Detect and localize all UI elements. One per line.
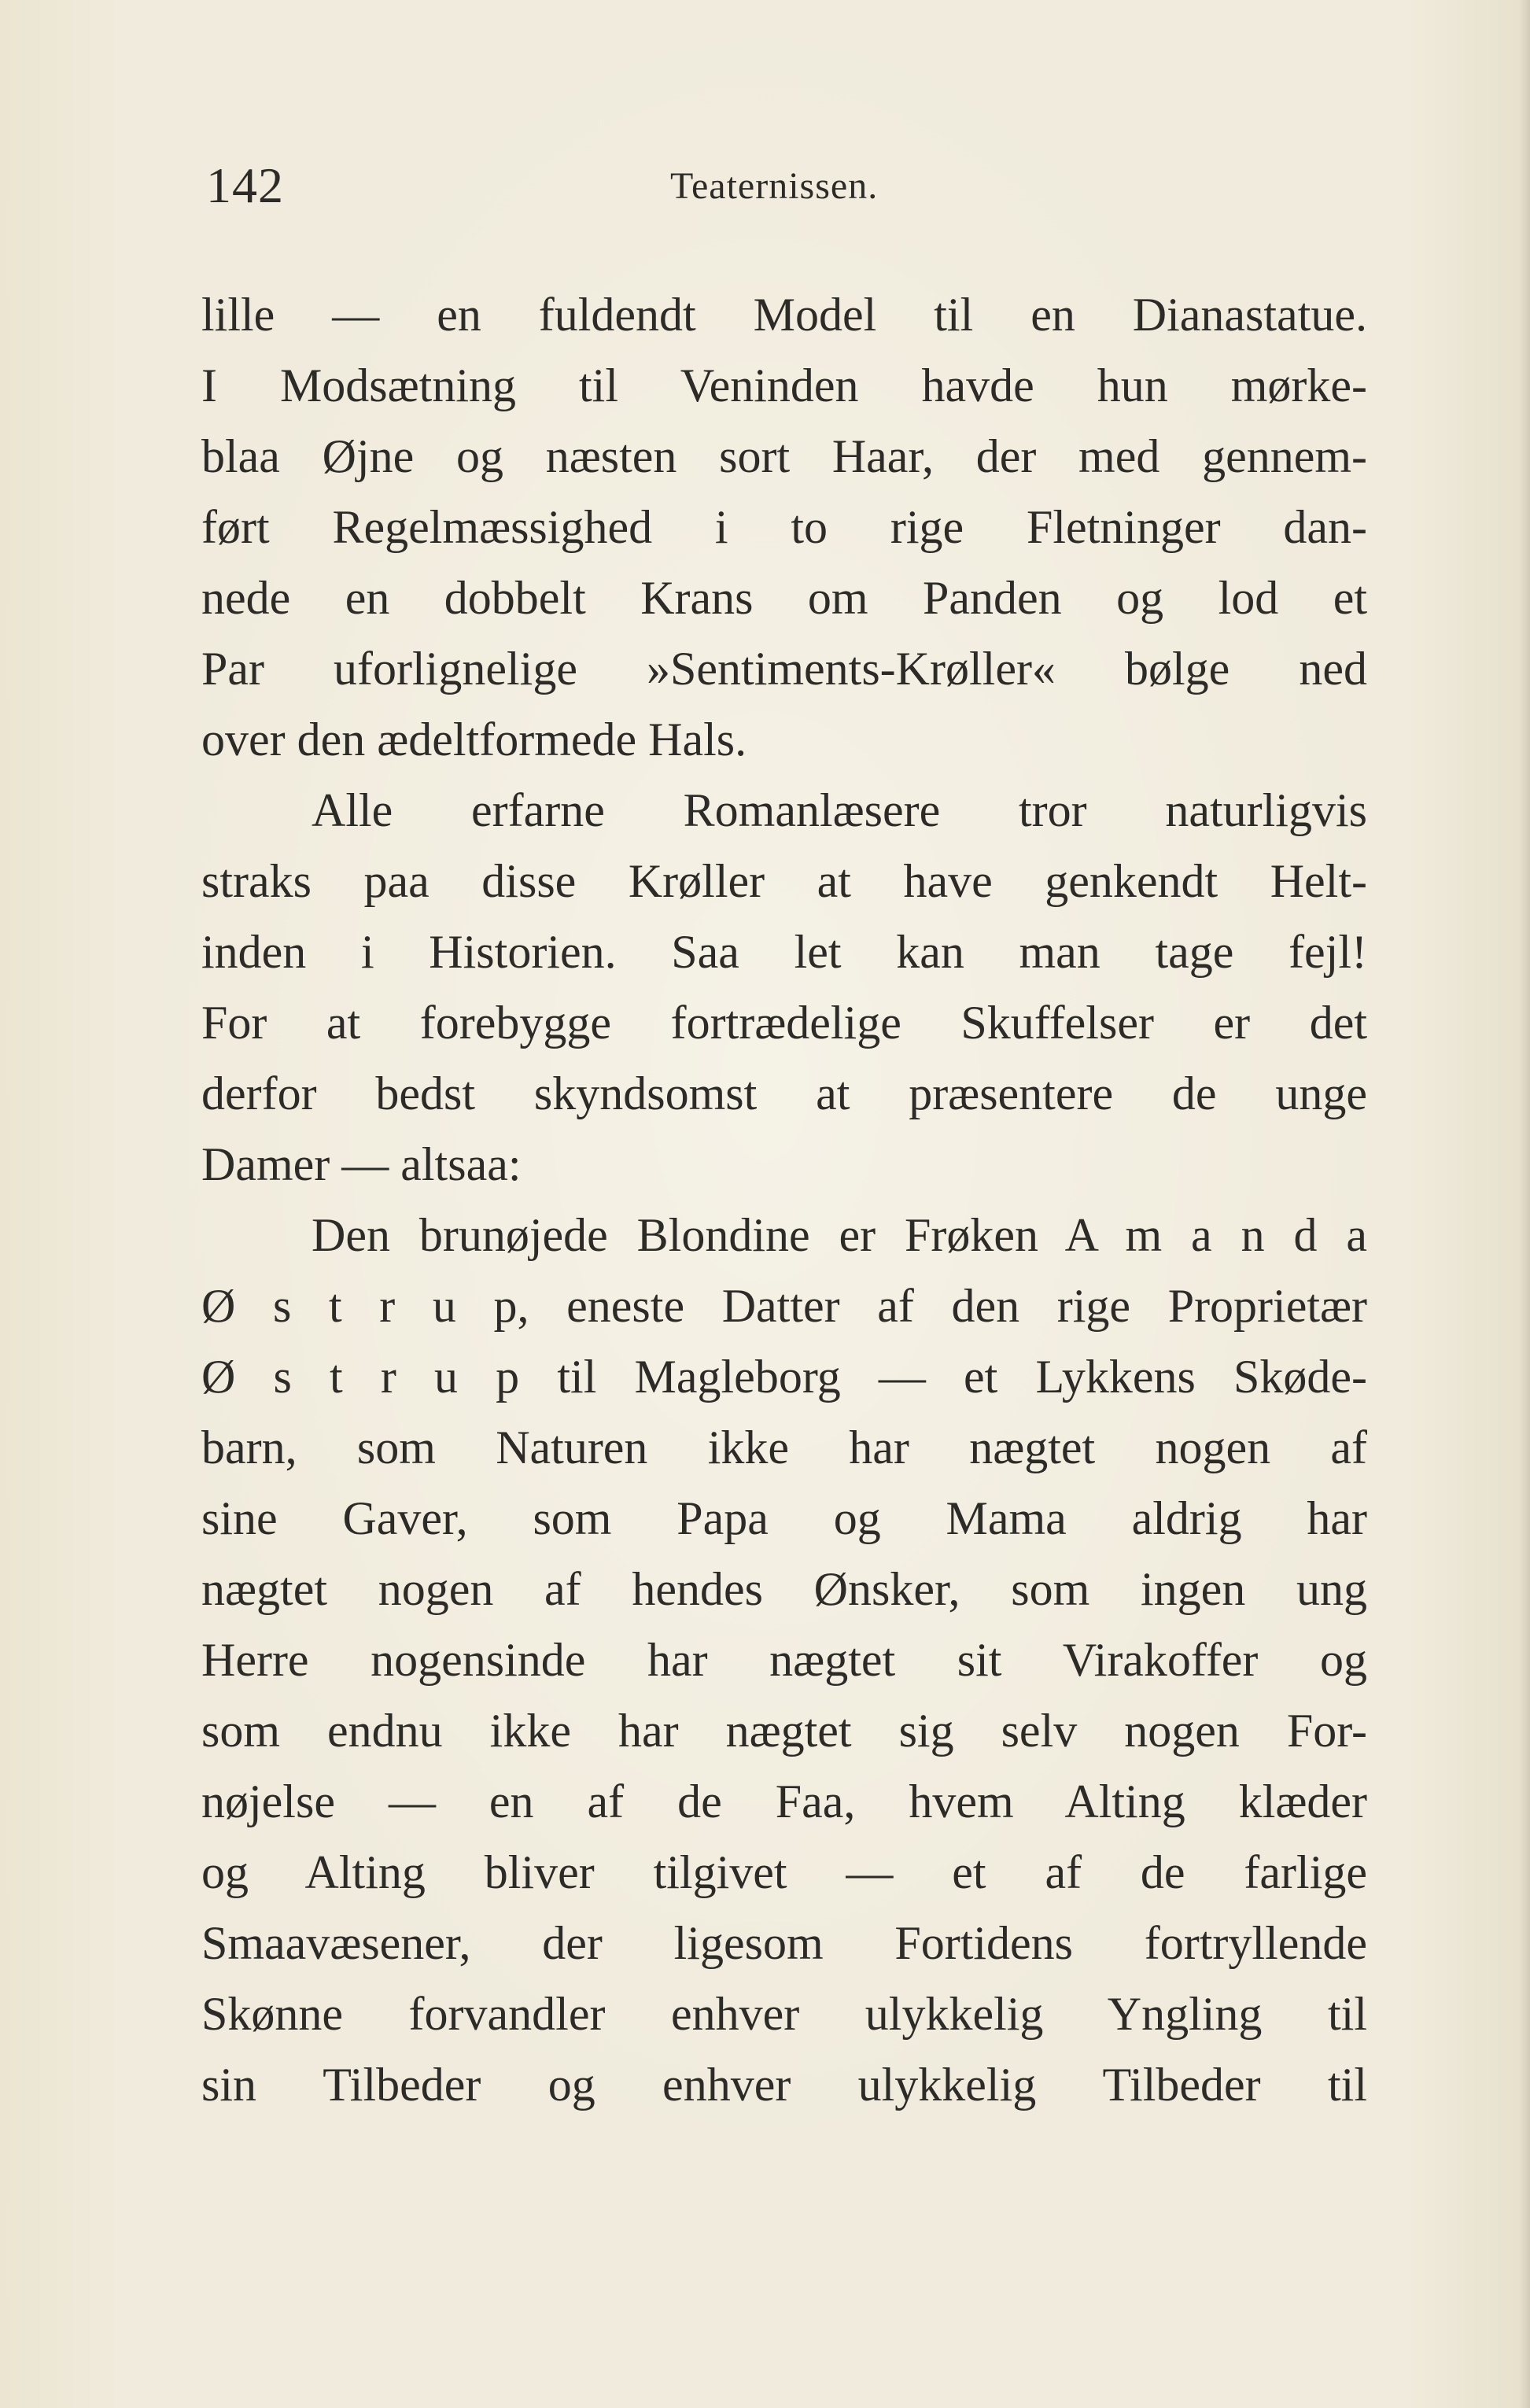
text-line: inden i Historien. Saa let kan man tage fejl!	[201, 926, 1367, 978]
page-number: 142	[206, 157, 284, 213]
text-line: Alle erfarne Romanlæsere tror naturligvis	[312, 784, 1367, 836]
running-title: Teaternissen.	[670, 165, 879, 207]
text-line: lille — en fuldendt Model til en Dianastatue.	[201, 289, 1367, 341]
text-line: Damer — altsaa:	[201, 1138, 522, 1190]
text-line: Skønne forvandler enhver ulykkelig Yngling til	[201, 1988, 1367, 2040]
text-line: nede en dobbelt Krans om Panden og lod et	[201, 572, 1367, 624]
text-line: som endnu ikke har nægtet sig selv nogen For-	[201, 1705, 1367, 1757]
body-text	[201, 279, 1367, 2120]
text-line: Ø s t r u p, eneste Datter af den rige Proprietær	[201, 1280, 1367, 1332]
text-line: Ø s t r u p til Magleborg — et Lykkens Skøde-	[201, 1351, 1367, 1403]
text-line: sin Tilbeder og enhver ulykkelig Tilbeder til	[201, 2059, 1367, 2111]
text-line: barn, som Naturen ikke har nægtet nogen af	[201, 1422, 1367, 1473]
text-line: For at forebygge fortrædelige Skuffelser er det	[201, 997, 1367, 1049]
text-line: Herre nogensinde har nægtet sit Virakoffer og	[201, 1634, 1367, 1686]
text-line: Par uforlignelige »Sentiments-Krøller« bølge ned	[201, 643, 1367, 695]
text-line: og Alting bliver tilgivet — et af de farlige	[201, 1846, 1367, 1898]
text-line: straks paa disse Krøller at have genkendt Helt-	[201, 855, 1367, 907]
text-line: Smaavæsener, der ligesom Fortidens fortryllende	[201, 1917, 1367, 1969]
text-line: I Modsætning til Veninden havde hun mørke-	[201, 360, 1367, 411]
text-line: ført Regelmæssighed i to rige Fletninger dan-	[201, 501, 1367, 553]
page-header	[206, 154, 1362, 217]
text-line: blaa Øjne og næsten sort Haar, der med gennem-	[201, 430, 1367, 482]
text-line: Den brunøjede Blondine er Frøken A m a n d a	[312, 1209, 1367, 1261]
text-line: over den ædeltformede Hals.	[201, 714, 747, 765]
text-line: sine Gaver, som Papa og Mama aldrig har	[201, 1492, 1367, 1544]
page-edge-shadow	[1519, 0, 1530, 2408]
text-line: nægtet nogen af hendes Ønsker, som ingen ung	[201, 1563, 1367, 1615]
text-line: nøjelse — en af de Faa, hvem Alting klæder	[201, 1776, 1367, 1827]
text-line: derfor bedst skyndsomst at præsentere de unge	[201, 1068, 1367, 1119]
